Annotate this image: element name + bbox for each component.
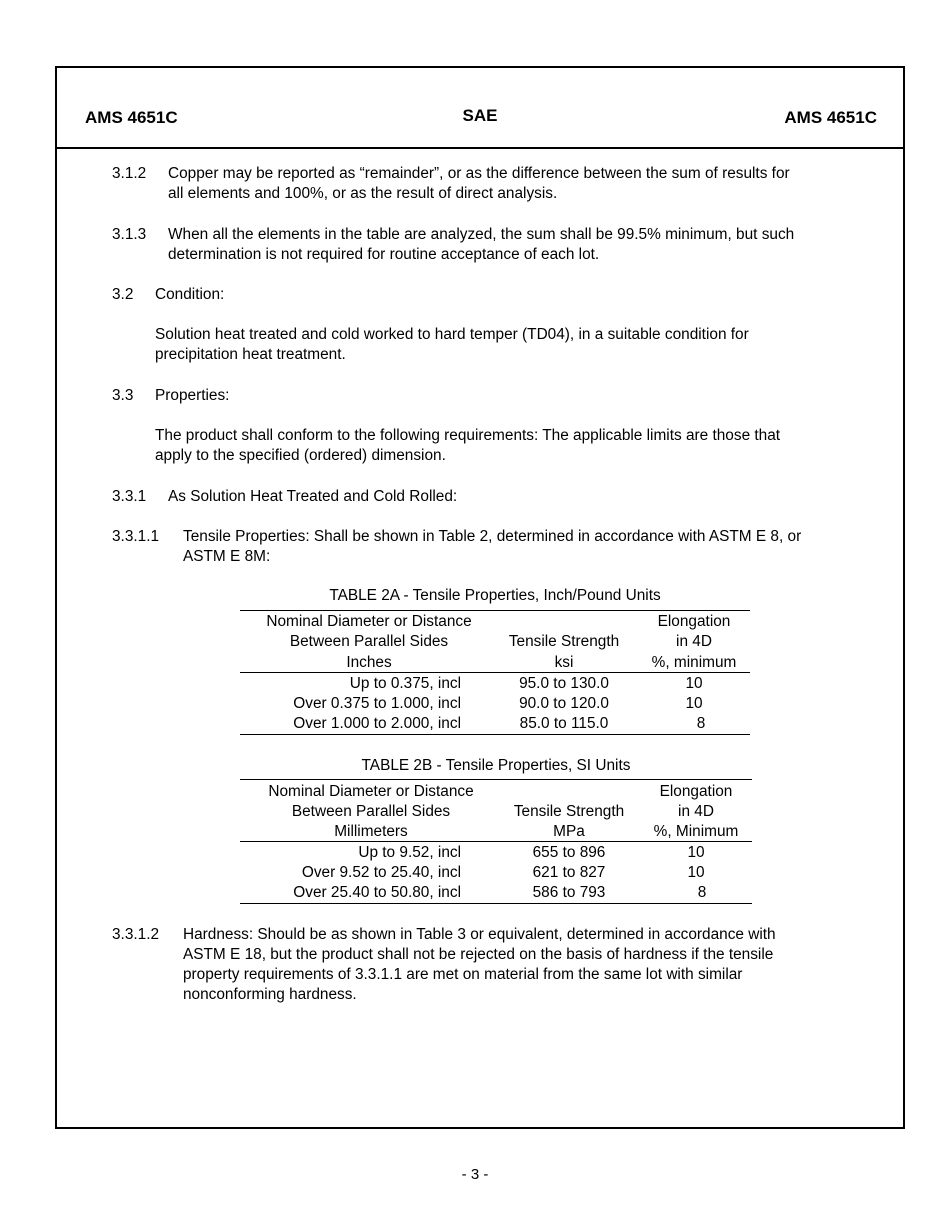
section-heading: As Solution Heat Treated and Cold Rolled: xyxy=(168,488,458,505)
paragraph-line: When all the elements in the table are analyzed, the sum shall be 99.5% minimum, but such xyxy=(168,226,795,243)
section-number: 3.3.1.2 xyxy=(112,926,160,943)
column-header: Elongation xyxy=(657,613,731,630)
paragraph-line: all elements and 100%, or as the result of direct analysis. xyxy=(168,185,558,202)
table-cell: 90.0 to 120.0 xyxy=(519,695,609,712)
table-rule xyxy=(240,672,750,673)
section-number: 3.3.1.1 xyxy=(112,528,160,545)
table-cell: Up to 9.52, incl xyxy=(358,844,461,861)
table-cell: 85.0 to 115.0 xyxy=(519,715,609,732)
column-header: %, Minimum xyxy=(653,823,739,840)
column-header: in 4D xyxy=(676,633,712,650)
column-header: Elongation xyxy=(659,783,733,800)
paragraph-line: apply to the specified (ordered) dimension. xyxy=(155,447,446,464)
table-cell: 586 to 793 xyxy=(532,884,606,901)
column-header: Between Parallel Sides xyxy=(289,633,449,650)
paragraph-line: Copper may be reported as “remainder”, or as the difference between the sum of results for xyxy=(168,165,790,182)
table-cell: 10 xyxy=(687,844,705,861)
section-number: 3.1.3 xyxy=(112,226,147,243)
section-number: 3.3.1 xyxy=(112,488,147,505)
table-cell: 10 xyxy=(685,695,703,712)
table-rule xyxy=(240,779,752,780)
column-header: MPa xyxy=(553,823,585,840)
table-cell: Over 1.000 to 2.000, incl xyxy=(293,715,461,732)
column-header: Tensile Strength xyxy=(513,803,625,820)
table-cell: 95.0 to 130.0 xyxy=(519,675,609,692)
document-header xyxy=(57,68,903,149)
paragraph-line: property requirements of 3.3.1.1 are met on material from the same lot with similar xyxy=(183,966,743,983)
table-cell: Over 9.52 to 25.40, incl xyxy=(301,864,461,881)
column-header: Between Parallel Sides xyxy=(291,803,451,820)
page-number: - 3 - xyxy=(461,1166,489,1183)
table-rule xyxy=(240,610,750,611)
table-rule xyxy=(240,734,750,735)
header-right-spec-code: AMS 4651C xyxy=(784,108,877,127)
section-heading: Condition: xyxy=(155,286,225,303)
table-cell: Over 0.375 to 1.000, incl xyxy=(293,695,461,712)
table-cell: Over 25.40 to 50.80, incl xyxy=(293,884,461,901)
paragraph-line: The product shall conform to the following requirements: The applicable limits are those that xyxy=(155,427,781,444)
column-header: %, minimum xyxy=(651,654,737,671)
column-header: in 4D xyxy=(678,803,714,820)
table-cell: 8 xyxy=(697,884,707,901)
paragraph-line: nonconforming hardness. xyxy=(183,986,357,1003)
section-number: 3.3 xyxy=(112,387,134,404)
table-cell: 655 to 896 xyxy=(532,844,606,861)
section-number: 3.2 xyxy=(112,286,134,303)
section-number: 3.1.2 xyxy=(112,165,147,182)
paragraph-line: determination is not required for routine acceptance of each lot. xyxy=(168,246,600,263)
column-header: Nominal Diameter or Distance xyxy=(266,613,472,630)
table-cell: 621 to 827 xyxy=(532,864,606,881)
table-cell: Up to 0.375, incl xyxy=(349,675,461,692)
column-header: Nominal Diameter or Distance xyxy=(268,783,474,800)
column-header: Tensile Strength xyxy=(508,633,620,650)
section-heading: Properties: xyxy=(155,387,230,404)
column-header: Inches xyxy=(346,654,392,671)
header-left-spec-code: AMS 4651C xyxy=(85,108,178,127)
table-title: TABLE 2A - Tensile Properties, Inch/Pound Units xyxy=(329,587,661,604)
table-rule xyxy=(240,903,752,904)
paragraph-line: ASTM E 18, but the product shall not be rejected on the basis of hardness if the tensile xyxy=(183,946,774,963)
column-header: Millimeters xyxy=(334,823,408,840)
table-cell: 8 xyxy=(696,715,706,732)
header-organization: SAE xyxy=(462,106,498,125)
paragraph-line: Hardness: Should be as shown in Table 3 or equivalent, determined in accordance with xyxy=(183,926,776,943)
paragraph-line: precipitation heat treatment. xyxy=(155,346,346,363)
paragraph-line: Tensile Properties: Shall be shown in Table 2, determined in accordance with ASTM E 8, or xyxy=(183,528,802,545)
table-rule xyxy=(240,841,752,842)
paragraph-line: Solution heat treated and cold worked to hard temper (TD04), in a suitable condition for xyxy=(155,326,749,343)
paragraph-line: ASTM E 8M: xyxy=(183,548,271,565)
table-title: TABLE 2B - Tensile Properties, SI Units xyxy=(361,757,631,774)
column-header: ksi xyxy=(554,654,574,671)
table-cell: 10 xyxy=(685,675,703,692)
table-cell: 10 xyxy=(687,864,705,881)
